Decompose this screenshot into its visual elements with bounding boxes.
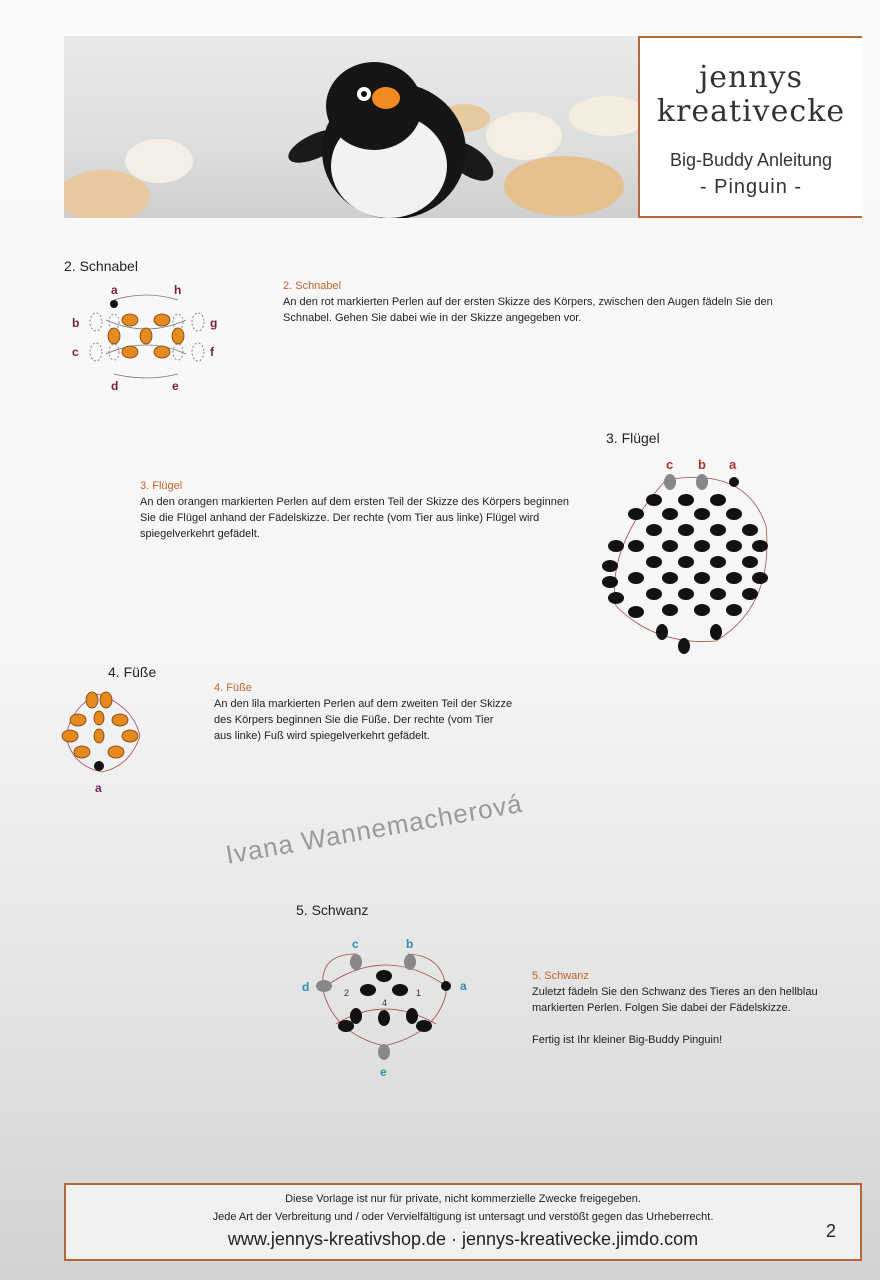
brand-logo-line2: kreativecke (656, 94, 846, 129)
fluegel-caption-text: An den orangen markierten Perlen auf dem ersten Teil der Skizze des Körpers beginnen Sie die Flügel anhand der Fädelskizze. Der rechte (vom Tier aus linke) Flügel wird spiegelverkehrt gefädelt. (140, 496, 570, 540)
watermark: Ivana Wannemacherová (223, 787, 525, 870)
schwanz-heading: 5. Schwanz (296, 902, 369, 918)
svg-text:a: a (111, 283, 118, 297)
page-number: 2 (825, 1221, 836, 1241)
svg-text:h: h (174, 283, 182, 297)
svg-text:a: a (729, 457, 737, 472)
schwanz-caption-text: Zuletzt fädeln Sie den Schwanz des Tieres an den hellblau markierten Perlen. Folgen Sie dabei der Fädelskizze. (532, 986, 818, 1014)
fuesse-heading: 4. Füße (108, 664, 157, 680)
fluegel-heading: 3. Flügel (606, 430, 660, 446)
svg-text:1: 1 (416, 988, 422, 998)
schnabel-caption-title: 2. Schnabel (283, 280, 342, 292)
schnabel-caption-text: An den rot markierten Perlen auf der ersten Skizze des Körpers, zwischen den Augen fädeln Sie den Schnabel. Gehen Sie dabei wie in der Skizze angegeben vor. (283, 296, 773, 324)
schnabel-caption (283, 278, 793, 326)
fuesse-caption (214, 680, 514, 744)
footer-license-line2: Jede Art der Verbreitung und / oder Vervielfältigung ist untersagt und verstößt gegen das Urheberrecht. (212, 1211, 714, 1223)
document-subtitle: Big-Buddy Anleitung (669, 150, 833, 170)
svg-text:b: b (72, 316, 80, 330)
fuesse-caption-title: 4. Füße (214, 682, 252, 694)
svg-text:c: c (72, 345, 79, 359)
svg-text:a: a (460, 979, 467, 993)
svg-text:c: c (666, 457, 674, 472)
svg-text:4: 4 (382, 998, 388, 1008)
fuesse-diagram (58, 686, 148, 798)
schwanz-diagram (296, 934, 476, 1084)
svg-text:e: e (172, 379, 179, 393)
header-banner (64, 36, 862, 218)
footer-urls: www.jennys-kreativshop.de · jennys-kreativecke.jimdo.com (227, 1229, 699, 1249)
svg-text:g: g (210, 316, 218, 330)
fuesse-caption-text: An den lila markierten Perlen auf dem zweiten Teil der Skizze des Körpers beginnen Sie die Füße. Der rechte (vom Tier aus linke) Fuß wird spiegelverkehrt gefädelt. (214, 698, 513, 742)
svg-text:a: a (95, 781, 102, 795)
fluegel-caption-title: 3. Flügel (140, 480, 183, 492)
svg-text:2: 2 (344, 988, 350, 998)
schnabel-heading: 2. Schnabel (64, 258, 138, 274)
svg-text:f: f (210, 345, 214, 359)
schwanz-caption-end: Fertig ist Ihr kleiner Big-Buddy Pinguin! (532, 1034, 723, 1046)
svg-text:b: b (406, 937, 414, 951)
brand-logo-line1: jennys (698, 60, 804, 95)
svg-text:b: b (698, 457, 706, 472)
svg-text:e: e (380, 1065, 387, 1079)
schnabel-diagram (66, 282, 226, 394)
document-title: - Pinguin - (699, 176, 803, 198)
footer-license-line1: Diese Vorlage ist nur für private, nicht kommerzielle Zwecke freigegeben. (285, 1193, 641, 1205)
svg-text:d: d (111, 379, 119, 393)
footer-box (64, 1183, 862, 1261)
svg-text:d: d (302, 980, 310, 994)
svg-text:c: c (352, 937, 359, 951)
brand-box (638, 36, 862, 218)
fluegel-diagram (596, 456, 780, 656)
fluegel-caption (140, 478, 580, 542)
schwanz-caption (532, 968, 822, 1048)
schwanz-caption-title: 5. Schwanz (532, 970, 589, 982)
penguin-photo (64, 36, 638, 218)
